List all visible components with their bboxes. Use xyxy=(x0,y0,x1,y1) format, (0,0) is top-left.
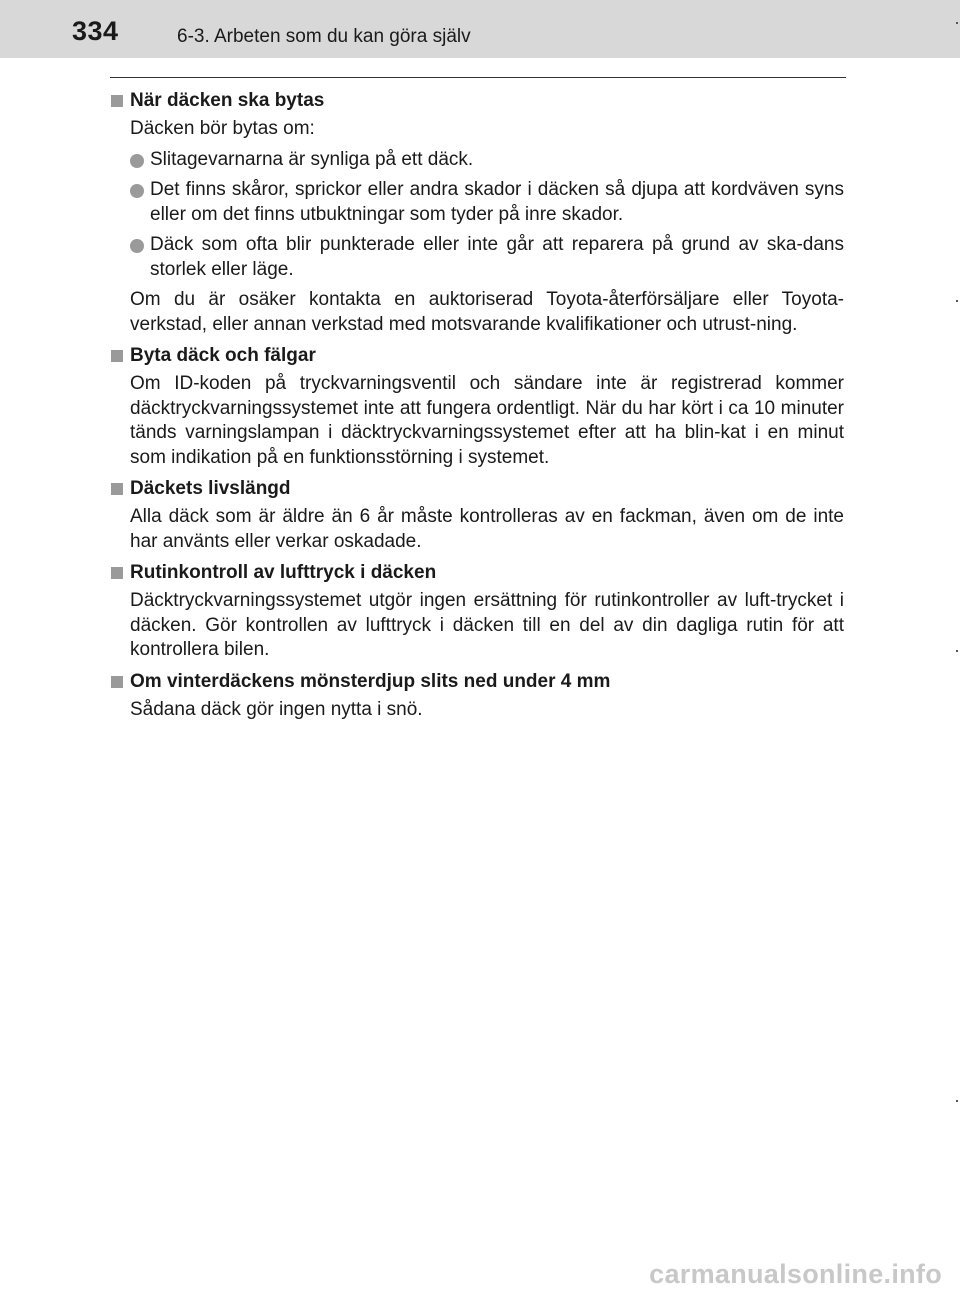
paragraph: Sådana däck gör ingen nytta i snö. xyxy=(130,698,423,720)
section-heading xyxy=(110,88,844,114)
paragraph: Alla däck som är äldre än 6 år måste kontrolleras av en fackman, även om de inte har använts eller verkar oskadade. xyxy=(130,506,844,552)
list-item-text: Det finns skåror, sprickor eller andra skador i däcken så djupa att kordväven syns eller om det finns utbuktningar som tyder på inre skador. xyxy=(150,179,844,225)
square-bullet-icon xyxy=(111,95,123,107)
section-pressure-check xyxy=(110,560,844,663)
page-content xyxy=(110,88,844,728)
paragraph: Om du är osäker kontakta en auktoriserad Toyota-återförsäljare eller Toyota-verkstad, eller annan verkstad med motsvarande kvalifikationer och utrust-ning. xyxy=(130,289,844,335)
list-item xyxy=(130,148,844,173)
square-bullet-icon xyxy=(111,567,123,579)
paragraph: Däcktryckvarningssystemet utgör ingen ersättning för rutinkontroller av luft-trycket i däcken. Gör kontrollen av lufttryck i däcken till en del av din dagliga rutin för att kontrollera bilen. xyxy=(130,590,844,660)
heading-text: När däcken ska bytas xyxy=(130,90,325,111)
list-item-text: Däck som ofta blir punkterade eller inte går att reparera på grund av ska-dans storlek eller läge. xyxy=(150,234,844,280)
watermark: carmanualsonline.info xyxy=(649,1259,942,1289)
paragraph: Om ID-koden på tryckvarningsventil och sändare inte är registrerad kommer däcktryckvarningssystemet inte att fungera ordentligt. När du har kört i ca 10 minuter tänds varningslampan i däcktryckvarningssystemet efter att ha blin-kat i en minut som indikation på en funktionsstörning i systemet. xyxy=(130,373,844,468)
section-heading xyxy=(110,343,844,369)
section-tire-replacement xyxy=(110,88,844,337)
square-bullet-icon xyxy=(111,676,123,688)
edge-mark xyxy=(956,1100,958,1102)
heading-text: Däckets livslängd xyxy=(130,478,291,499)
bullet-list xyxy=(130,148,844,283)
header-bar xyxy=(0,0,960,58)
square-bullet-icon xyxy=(111,350,123,362)
section-change-tires-wheels xyxy=(110,343,844,470)
edge-mark xyxy=(956,22,958,24)
list-item xyxy=(130,178,844,227)
section-tire-lifespan xyxy=(110,476,844,554)
paragraph: Däcken bör bytas om: xyxy=(130,118,315,139)
heading-text: Rutinkontroll av lufttryck i däcken xyxy=(130,562,437,583)
section-heading xyxy=(110,476,844,502)
edge-mark xyxy=(956,650,958,652)
circle-bullet-icon xyxy=(130,239,144,253)
heading-text: Byta däck och fälgar xyxy=(130,345,316,366)
circle-bullet-icon xyxy=(130,184,144,198)
circle-bullet-icon xyxy=(130,154,144,168)
square-bullet-icon xyxy=(111,483,123,495)
page-number: 334 xyxy=(72,16,119,46)
edge-mark xyxy=(956,300,958,302)
section-heading xyxy=(110,560,844,586)
header-divider xyxy=(110,77,846,78)
heading-text: Om vinterdäckens mönsterdjup slits ned under 4 mm xyxy=(130,670,611,692)
list-item xyxy=(130,233,844,282)
section-title: 6-3. Arbeten som du kan göra själv xyxy=(177,26,471,47)
list-item-text: Slitagevarnarna är synliga på ett däck. xyxy=(150,148,474,170)
section-heading xyxy=(110,669,844,695)
section-winter-tires xyxy=(110,669,844,723)
